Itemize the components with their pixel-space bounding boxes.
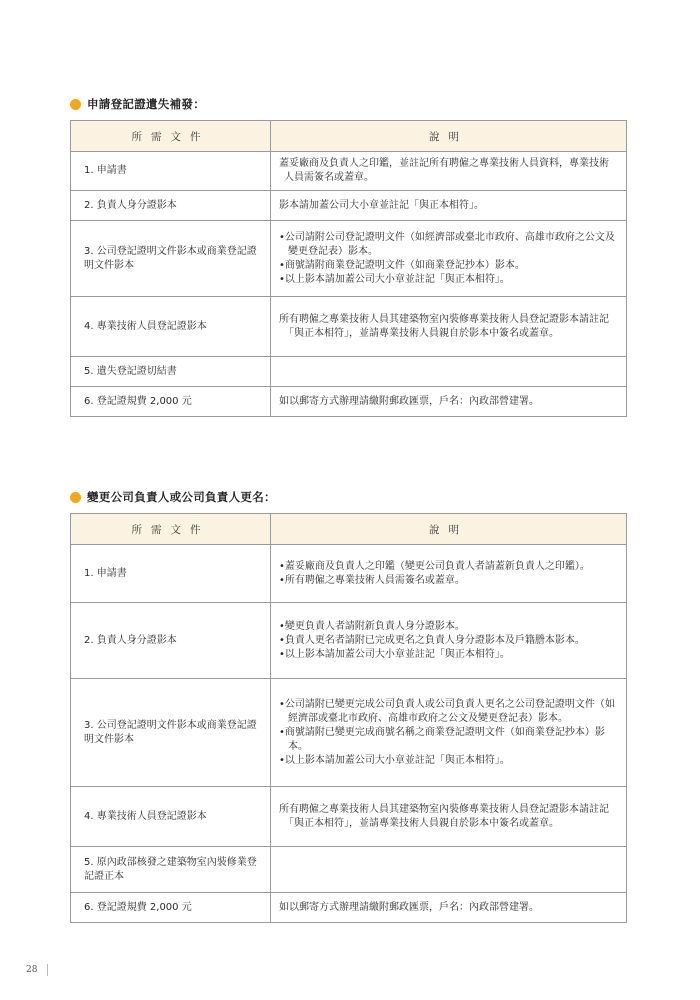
- document-cell: 6. 登記證規費 2,000 元: [71, 893, 271, 923]
- document-cell: 6. 登記證規費 2,000 元: [71, 387, 271, 417]
- section-title: 變更公司負責人或公司負責人更名：: [87, 490, 276, 504]
- document-cell: 2. 負責人身分證影本: [71, 603, 271, 679]
- bullet-dot-icon: [70, 492, 81, 503]
- document-cell: 1. 申請書: [71, 152, 271, 191]
- table-row: [71, 603, 627, 679]
- requirements-table: [70, 513, 627, 923]
- description-cell: •公司請附已變更完成公司負責人或公司負責人更名之公司登記證明文件（如經濟部或臺北市政府、高雄市政府之公文及變更登記表）影本。 •商號請附已變更完成商號名稱之商業登記證明文件（如商業登記抄本）影本。 •以上影本請加蓋公司大小章並註記「與正本相符」。: [271, 679, 627, 787]
- table-row: [71, 152, 627, 191]
- description-cell: •蓋妥廠商及負責人之印鑑（變更公司負責人者請蓋新負責人之印鑑）。 •所有聘僱之專業技術人員需簽名或蓋章。: [271, 545, 627, 603]
- description-cell: •公司請附公司登記證明文件（如經濟部或臺北市政府、高雄市政府之公文及變更登記表）影本。 •商號請附商業登記證明文件（如商業登記抄本）影本。 •以上影本請加蓋公司大小章並註記「與正本相符」。: [271, 221, 627, 297]
- section-change-responsible-person: [70, 487, 626, 923]
- section-heading: [70, 487, 626, 507]
- description-cell: 如以郵寄方式辦理請繳附郵政匯票，戶名：內政部營建署。: [271, 893, 627, 923]
- table-row: [71, 221, 627, 297]
- document-cell: 5. 原內政部核發之建築物室內裝修業登記證正本: [71, 847, 271, 893]
- document-cell: 3. 公司登記證明文件影本或商業登記證明文件影本: [71, 221, 271, 297]
- description-cell: 蓋妥廠商及負責人之印鑑，並註記所有聘僱之專業技術人員資料，專業技術人員需簽名或蓋章。: [271, 152, 627, 191]
- bullet-dot-icon: [70, 99, 81, 110]
- table-row: [71, 297, 627, 357]
- table-row: [71, 847, 627, 893]
- section-title: 申請登記證遺失補發：: [87, 97, 205, 111]
- column-header-description: 說明: [271, 514, 627, 545]
- page-number: 28: [26, 964, 48, 976]
- column-header-description: 說明: [271, 121, 627, 152]
- document-cell: 5. 遺失登記證切結書: [71, 357, 271, 387]
- description-cell: 所有聘僱之專業技術人員其建築物室內裝修專業技術人員登記證影本請註記「與正本相符」，並請專業技術人員親自於影本中簽名或蓋章。: [271, 297, 627, 357]
- description-cell: •變更負責人者請附新負責人身分證影本。 •負責人更名者請附已完成更名之負責人身分證影本及戶籍謄本影本。 •以上影本請加蓋公司大小章並註記「與正本相符」。: [271, 603, 627, 679]
- table-row: [71, 545, 627, 603]
- document-cell: 4. 專業技術人員登記證影本: [71, 787, 271, 847]
- section-heading: [70, 94, 626, 114]
- table-row: [71, 387, 627, 417]
- document-cell: 3. 公司登記證明文件影本或商業登記證明文件影本: [71, 679, 271, 787]
- description-cell: 影本請加蓋公司大小章並註記「與正本相符」。: [271, 191, 627, 221]
- document-cell: 1. 申請書: [71, 545, 271, 603]
- table-row: [71, 191, 627, 221]
- description-cell: [271, 847, 627, 893]
- table-row: [71, 357, 627, 387]
- description-cell: 所有聘僱之專業技術人員其建築物室內裝修專業技術人員登記證影本請註記「與正本相符」，並請專業技術人員親自於影本中簽名或蓋章。: [271, 787, 627, 847]
- table-row: [71, 893, 627, 923]
- document-cell: 4. 專業技術人員登記證影本: [71, 297, 271, 357]
- description-cell: 如以郵寄方式辦理請繳附郵政匯票，戶名：內政部營建署。: [271, 387, 627, 417]
- table-row: [71, 787, 627, 847]
- table-row: [71, 679, 627, 787]
- description-cell: [271, 357, 627, 387]
- column-header-documents: 所需文件: [71, 121, 271, 152]
- document-cell: 2. 負責人身分證影本: [71, 191, 271, 221]
- requirements-table: [70, 120, 627, 417]
- section-lost-certificate: [70, 94, 626, 417]
- column-header-documents: 所需文件: [71, 514, 271, 545]
